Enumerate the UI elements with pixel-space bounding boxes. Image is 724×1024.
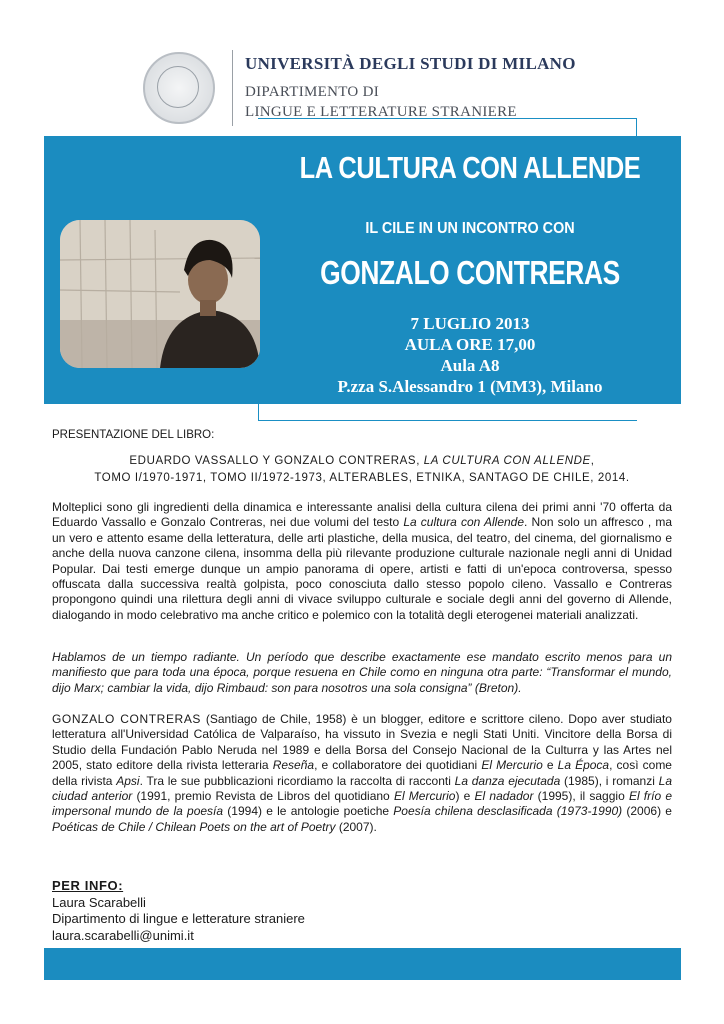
- bio-text: (1995), il saggio: [533, 789, 629, 804]
- bio-text: (Santiago de Chile, 1958) è un blogger, editore e scrittore cileno. Dopo aver studiato letteratura all'Universidad Católica de Valparaíso, ha vissuto in Svezia e negli Stati Uniti. Vincitore della Borsa di Studio della Fundación Pablo Neruda nel 1989 e della Borsa del Consejo Nacional de la Culturra y las Artes nel 2005, stato editore della rivista letteraria: [52, 712, 672, 773]
- bio-text: (1985), i romanzi: [560, 773, 659, 788]
- event-room: Aula A8: [440, 356, 500, 375]
- frame-line-bottom: [258, 402, 637, 421]
- author-photo: [60, 220, 260, 368]
- bio-italic: El Mercurio: [393, 789, 456, 804]
- university-seal-logo: [143, 52, 215, 124]
- bio-text: , e collaboratore dei quotidiani: [314, 758, 482, 773]
- bio-italic: La Época: [557, 758, 610, 773]
- info-heading: PER INFO:: [52, 878, 124, 893]
- event-time: AULA ORE 17,00: [404, 335, 536, 354]
- book-citation-line-2: TOMO I/1970-1971, TOMO II/1972-1973, ALTERABLES, ETNIKA, SANTAGO DE CHILE, 2014.: [94, 472, 630, 484]
- bio-text: . Tra le sue pubblicazioni ricordiamo la raccolta di racconti: [139, 773, 455, 788]
- bio-italic: Poéticas de Chile / Chilean Poets on the art of Poetry: [52, 819, 336, 834]
- event-title: LA CULTURA CON ALLENDE: [299, 150, 641, 185]
- book-citation-comma: ,: [590, 455, 595, 467]
- info-email[interactable]: laura.scarabelli@unimi.it: [52, 927, 194, 943]
- bio-text: (2007).: [335, 819, 377, 834]
- guest-name: GONZALO CONTRERAS: [320, 254, 620, 291]
- bio-text: , così come della rivista: [52, 758, 672, 788]
- book-title: LA CULTURA CON ALLENDE: [423, 455, 591, 467]
- footer-bar: [44, 948, 681, 980]
- bio-italic: Reseña: [272, 758, 315, 773]
- bio-text: (2006) e: [622, 804, 672, 819]
- bio-italic: El nadador: [474, 789, 534, 804]
- bio-italic: Apsi: [116, 773, 140, 788]
- info-department: Dipartimento di lingue e letterature straniere: [52, 911, 305, 926]
- bio-italic: La ciudad anterior: [52, 773, 673, 804]
- event-subtitle: IL CILE IN UN INCONTRO CON: [365, 220, 575, 237]
- bio-italic: Poesía chilena desclasificada (1973-1990): [393, 804, 623, 819]
- department-line-1: DIPARTIMENTO DI: [245, 84, 380, 100]
- bio-text: e: [542, 758, 558, 773]
- info-contact-name: Laura Scarabelli: [52, 894, 146, 910]
- bio-italic: El Mercurio: [481, 758, 543, 773]
- department-line-2: LINGUE E LETTERATURE STRANIERE: [245, 104, 517, 120]
- header-divider: [232, 50, 233, 126]
- bio-italic: El frío e impersonal mundo de la poesía: [52, 789, 673, 819]
- event-address: P.zza S.Alessandro 1 (MM3), Milano: [337, 377, 603, 396]
- presentation-label: PRESENTAZIONE DEL LIBRO:: [52, 429, 215, 441]
- description-text-1: Molteplici sono gli ingredienti della dinamica e interessante analisi della cultura cilena dei primi anni '70 offerta da Eduardo Vassallo e Gonzalo Contreras, nei due volumi del testo: [52, 500, 672, 530]
- bio-name: GONZALO CONTRERAS: [52, 712, 202, 726]
- bio-text: (1991, premio Revista de Libros del quotidiano: [132, 789, 394, 804]
- description-book-title: La cultura con Allende: [403, 515, 525, 530]
- event-date: 7 LUGLIO 2013: [410, 314, 530, 333]
- bio-paragraph: [52, 712, 672, 835]
- bio-text: ) e: [455, 789, 475, 804]
- description-text-2: . Non solo un affresco , ma un vero e attento esame della letteratura, delle arti plastiche, della musica, del teatro, del cinema, del giornalismo e anche della nuova canzone cilena, insomma della più rilevante produzione culturale nazionale negli anni di Unidad Popular. Dai testi emerge dunque un ampio panorama di opere, artisti e fatti di un'epoca controversa, spesso offuscata dalla successiva realtà golpista, poco conosciuta dallo stesso popolo cileno. Vassallo e Contreras propongono quindi una rilettura degli anni di vivace sviluppo culturale e sociale degli anni del governo di Allende, dialogando in modo celebrativo ma anche critico e polemico con la totalità degli eterogenei materiali analizzati.: [52, 515, 672, 622]
- bio-text: (1994) e le antologie poetiche: [223, 804, 394, 819]
- book-authors: EDUARDO VASSALLO Y GONZALO CONTRERAS,: [129, 455, 424, 467]
- university-name: UNIVERSITÀ DEGLI STUDI DI MILANO: [245, 54, 576, 73]
- quote-paragraph: [52, 650, 672, 696]
- bio-italic: La danza ejecutada: [454, 773, 561, 788]
- description-paragraph: [52, 500, 672, 623]
- quote-text: Hablamos de un tiempo radiante. Un período que describe exactamente ese mandato escrito menos para un manifiesto que para toda una época, porque resuena en Chile como en ninguna otra parte: “Transformar el mundo, dijo Marx; cambiar la vida, dijo Rimbaud: son para nosotros una sola consigna” (Breton).: [52, 650, 672, 695]
- info-block: [52, 878, 672, 944]
- book-citation-line-1: [52, 453, 672, 470]
